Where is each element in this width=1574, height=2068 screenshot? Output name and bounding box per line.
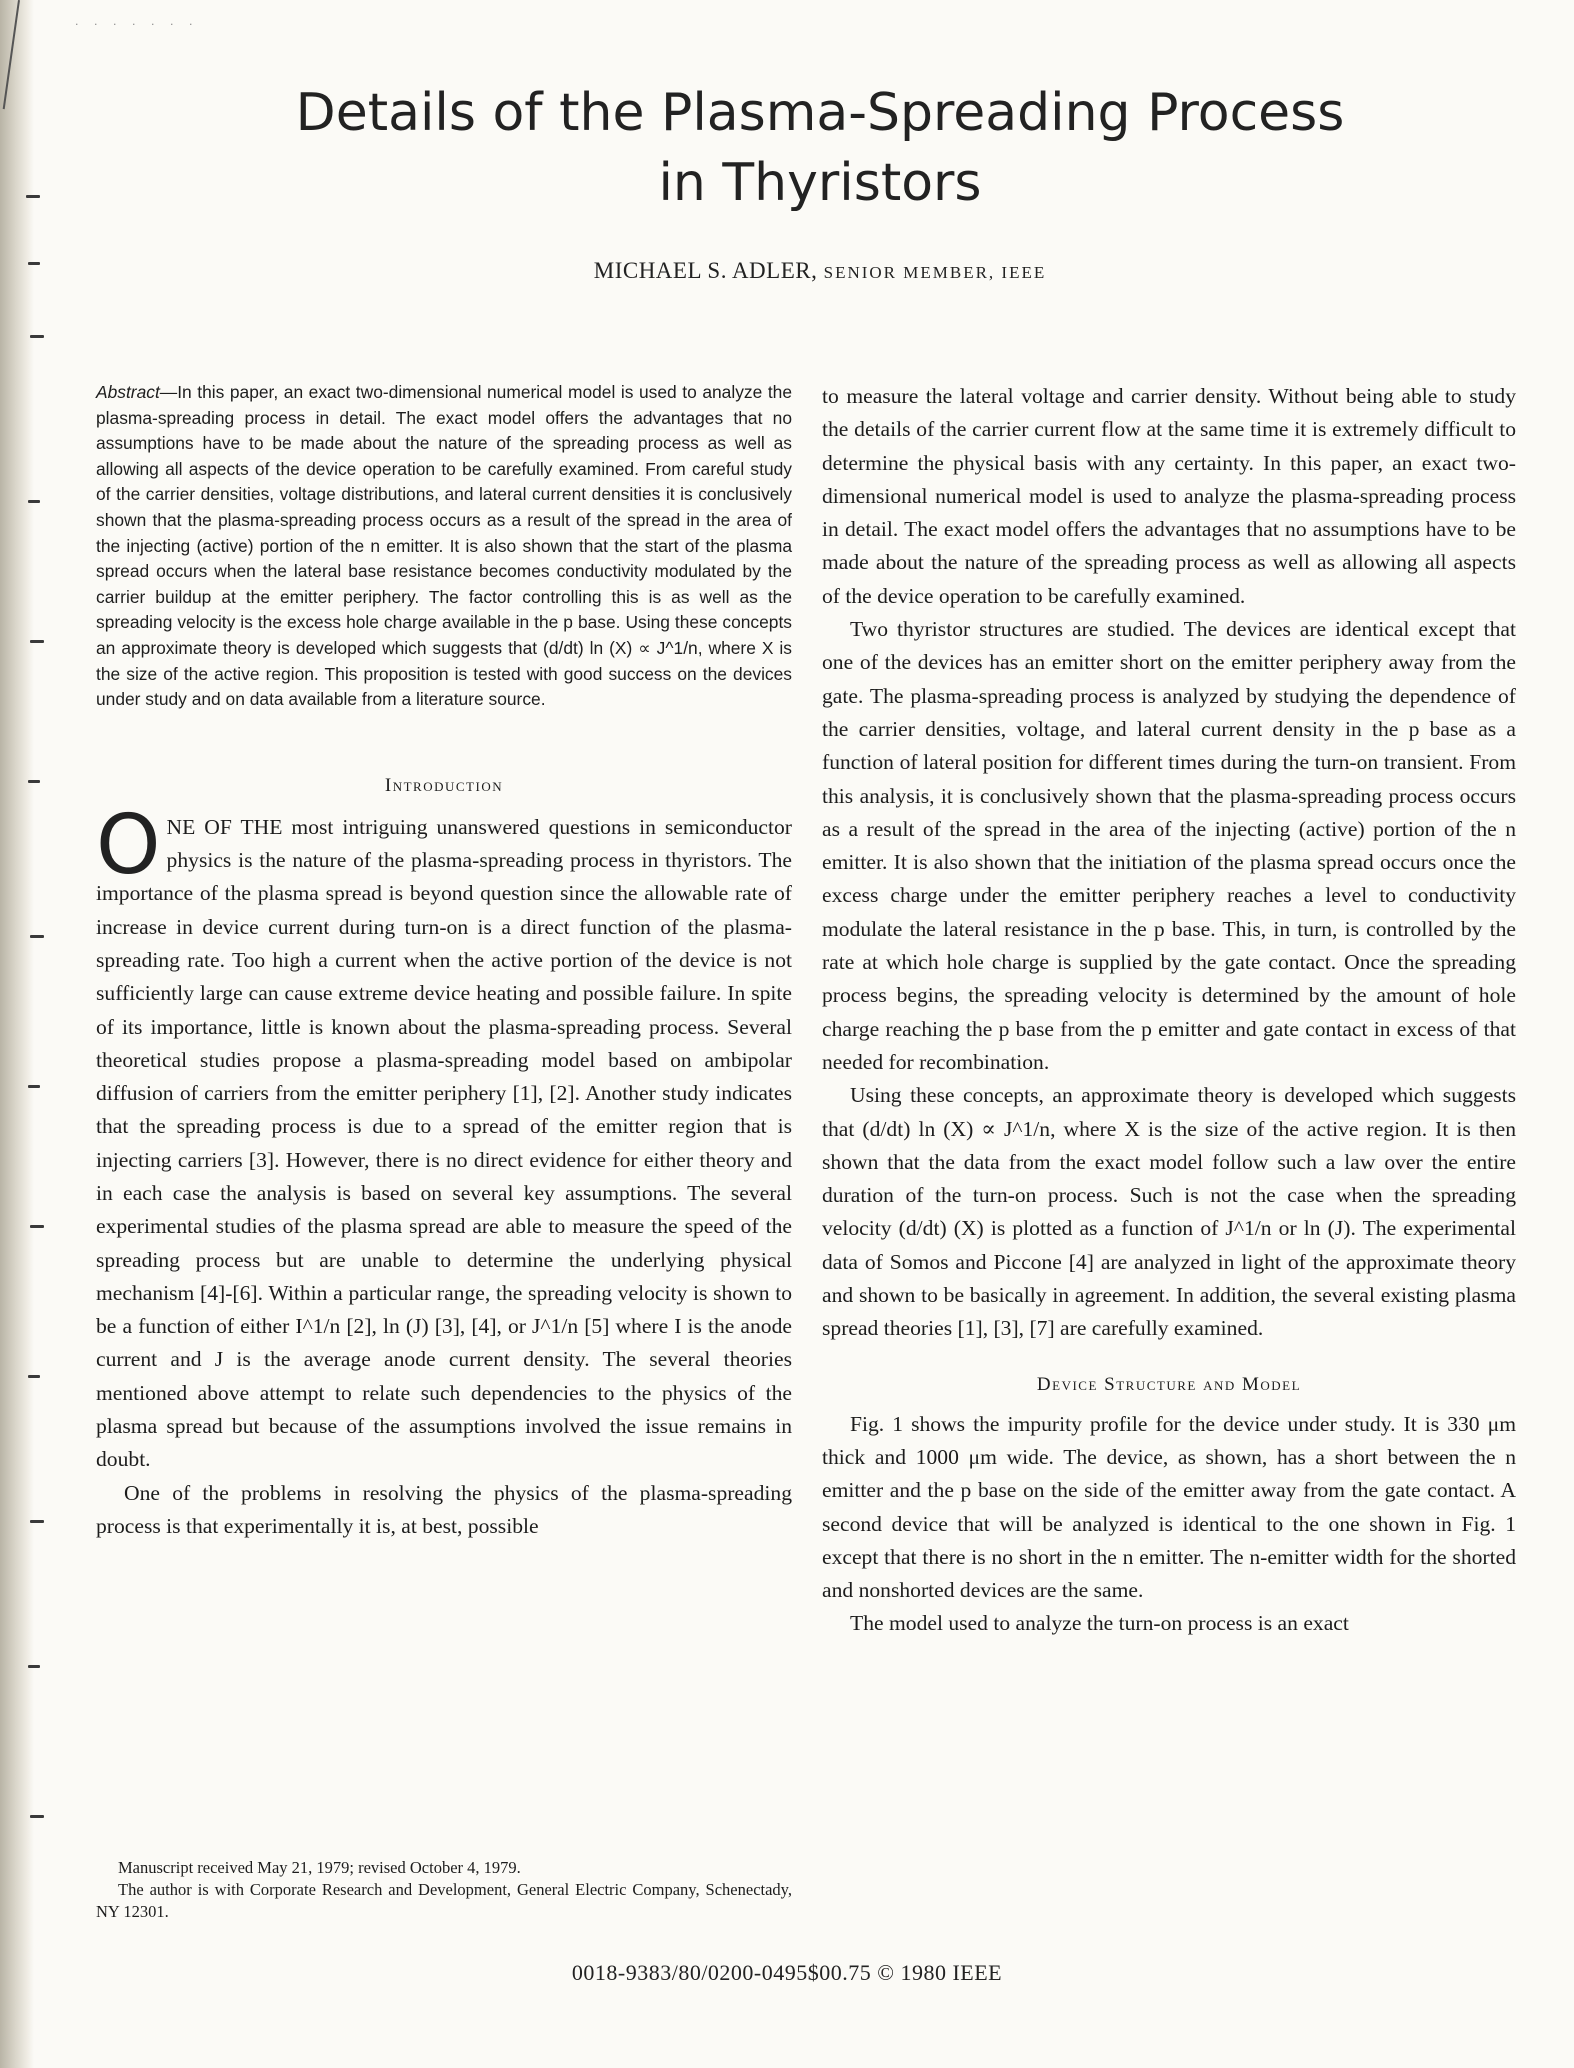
intro-paragraph-1-text: most intriguing unanswered questions in semiconductor physics is the nature of the plasma-spreading process in thyristors. The importance of the plasma spread is beyond question since the allowable rate of increase in device current during turn-on is a direct function of the plasma-spreading rate. Too high a current when the active portion of the device is not sufficiently large can cause extreme device heating and possible failure. In spite of its importance, little is known about the plasma-spreading process. Several theoretical studies propose a plasma-spreading model based on ambipolar diffusion of carriers from the emitter periphery [1], [2]. Another study indicates that the spreading process is due to a spread of the emitter region that is injecting carriers [3]. However, there is no direct evidence for either theory and in each case the analysis is based on several key assumptions. The several experimental studies of the plasma spread are able to measure the speed of the spreading process but are unable to determine the underlying physical mechanism [4]-[6]. Within a particular range, the spreading velocity is shown to be a function of either I^1/n [2], ln (J) [3], [4], or J^1/n [5] where I is the anode current and J is the average anode current density. The several theories mentioned above attempt to relate such dependencies to the physics of the plasma spread but because of the assumptions involved the issue remains in doubt. [96,814,792,1472]
heading-introduction: Introduction [384,774,504,796]
footnote [96,1857,792,1923]
scan-artifact-line [3,0,20,109]
binding-mark [28,1665,40,1668]
body-paragraph: to measure the lateral voltage and carrier density. Without being able to study the details of the carrier current flow at the same time it is extremely difficult to determine the physical basis with any certainty. In this paper, an exact two-dimensional numerical model is used to analyze the plasma-spreading process in detail. The exact model offers the advantages that no assumptions have to be made about the nature of the spreading process as well as allowing all aspects of the device operation to be carefully examined. [822,384,1516,608]
binding-mark [30,335,44,338]
title-line-2: in Thyristors [658,153,982,213]
abstract [96,380,792,713]
body-paragraph: Fig. 1 shows the impurity profile for the device under study. It is 330 μm thick and 1000 μm wide. The device, as shown, has a short between the n emitter and the p base on the side of the emitter away from the gate contact. A second device that will be analyzed is identical to the one shown in Fig. 1 except that there is no short in the n emitter. The n-emitter width for the shorted and nonshorted devices are the same. [822,1411,1516,1603]
author-name: MICHAEL S. ADLER, [593,258,818,283]
binding-mark [28,500,40,503]
body-paragraph: Using these concepts, an approximate theory is developed which suggests that (d/dt) ln (X) ∝ J^1/n, where X is the size of the active region. It is then shown that the data from the exact model follow such a law over the entire duration of the turn-on process. Such is not the case when the spreading velocity (d/dt) (X) is plotted as a function of J^1/n or ln (J). The experimental data of Somos and Piccone [4] are analyzed in light of the approximate theory and shown to be basically in agreement. In addition, the several existing plasma spread theories [1], [3], [7] are carefully examined. [822,1083,1516,1341]
binding-mark [28,1375,40,1378]
binding-mark [26,195,40,198]
abstract-text: —In this paper, an exact two-dimensional numerical model is used to analyze the plasma-spreading process in detail. The exact model offers the advantages that no assumptions have to be made about the nature of the spreading process as well as allowing all aspects of the device operation to be carefully examined. From careful study of the carrier densities, voltage distributions, and lateral current densities it is conclusively shown that the plasma-spreading process occurs as a result of the spread in the area of the injecting (active) portion of the n emitter. It is also shown that the start of the plasma spread occurs when the lateral base resistance becomes conductivity modulated by the carrier buildup at the emitter periphery. The factor controlling this is as well as the spreading velocity is the excess hole charge available in the p base. Using these concepts an approximate theory is developed which suggests that (d/dt) ln (X) ∝ J^1/n, where X is the size of the active region. This proposition is tested with good success on the devices under study and on data available from a literature source. [96,382,792,710]
binding-mark [28,1085,40,1088]
scan-noise-marks: · · · · · · · [75,18,199,31]
intro-paragraph-1 [96,797,792,1477]
intro-paragraph-2: One of the problems in resolving the physics of the plasma-spreading process is that experimentally it is, at best, possible [96,1480,792,1538]
scan-binding-edge [0,0,34,2068]
binding-mark [28,780,40,783]
body-paragraph: Two thyristor structures are studied. The devices are identical except that one of the devices has an emitter short on the emitter periphery away from the gate. The plasma-spreading process is analyzed by studying the dependence of the carrier densities, voltage, and lateral current density in the p base as a function of lateral position for different times during the turn-on transient. From this analysis, it is conclusively shown that the plasma-spreading process occurs as a result of the spread in the area of the injecting (active) portion of the n emitter. It is also shown that the initiation of the plasma spread occurs once the excess charge under the emitter periphery reaches a level to conductivity modulate the lateral resistance in the p base. This, in turn, is controlled by the rate at which hole charge is supplied by the gate contact. Once the spreading process begins, the spreading velocity is determined by the amount of hole charge reaching the p base from the p emitter and gate contact in excess of that needed for recombination. [822,617,1516,1074]
title-line-1: Details of the Plasma-Spreading Process [295,83,1345,143]
abstract-label: Abstract [96,382,160,402]
footnote-manuscript: Manuscript received May 21, 1979; revised October 4, 1979. [118,1858,521,1877]
binding-mark [30,1225,44,1228]
drop-cap: O [96,797,161,893]
binding-mark [28,262,40,265]
right-column [822,380,1516,1641]
paper-title [180,78,1460,218]
footnote-author: The author is with Corporate Research and Development, General Electric Company, Schenectady, NY 12301. [96,1880,792,1921]
binding-mark [30,1815,44,1818]
heading-device-structure: Device Structure and Model [1036,1373,1302,1395]
binding-mark [30,1520,44,1523]
left-column [96,380,792,1543]
binding-mark [30,640,44,643]
binding-mark [30,935,44,938]
intro-lead-caps: NE OF THE [166,814,283,839]
body-paragraph: The model used to analyze the turn-on process is an exact [850,1611,1349,1636]
copyright-footer: 0018-9383/80/0200-0495$00.75 © 1980 IEEE [571,1960,1003,1985]
author-byline [180,258,1460,284]
author-affiliation: SENIOR MEMBER, IEEE [823,263,1047,282]
